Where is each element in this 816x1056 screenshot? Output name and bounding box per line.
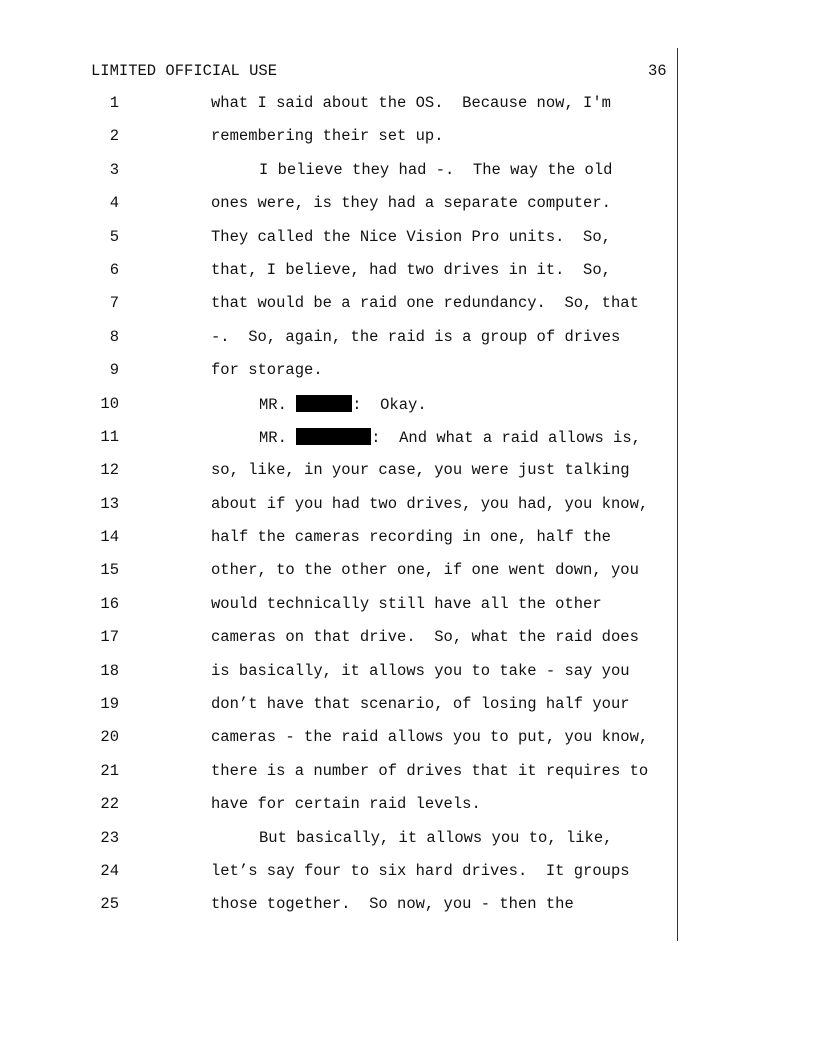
line-number: 14 [100,528,119,547]
line-text: cameras on that drive. So, what the raid does [211,628,639,647]
line-text: what I said about the OS. Because now, I'm [211,94,611,112]
line-text: -. So, again, the raid is a group of drives [211,327,621,346]
transcript-line [0,353,816,386]
transcript-line [0,887,816,920]
line-number: 12 [100,461,119,480]
line-number: 24 [100,861,119,880]
transcript-line [0,687,816,720]
line-text-indented [211,829,612,847]
speaker-line [211,395,427,414]
line-text: that would be a raid one redundancy. So, that [211,294,639,313]
line-text: don’t have that scenario, of losing half your [211,695,630,714]
line-text: is basically, it allows you to take - say you [211,661,630,680]
transcript-lines [0,86,816,921]
redaction-box [296,428,371,445]
transcript-line [0,821,816,854]
transcript-line [0,420,816,453]
line-number: 2 [109,127,119,146]
line-number: 22 [100,795,119,814]
transcript-line [0,520,816,553]
line-number: 16 [100,594,119,613]
line-number: 4 [109,194,119,213]
redaction-box [296,395,352,412]
line-number: 1 [109,94,119,112]
line-text: remembering their set up. [211,127,444,146]
line-text: for storage. [211,361,323,380]
line-number: 15 [100,561,119,580]
transcript-line [0,654,816,687]
line-number: 19 [100,695,119,714]
line-text: But basically, it allows you to, like, [259,828,613,847]
line-number: 9 [109,361,119,380]
line-number: 17 [100,628,119,647]
line-number: 18 [100,661,119,680]
transcript-line [0,220,816,253]
line-number: 10 [100,394,119,413]
line-text: about if you had two drives, you had, you know, [211,494,649,513]
line-number: 20 [100,728,119,747]
line-number: 23 [100,828,119,847]
transcript-line [0,186,816,219]
transcript-line [0,587,816,620]
transcript-line [0,754,816,787]
transcript-line [0,487,816,520]
line-number: 6 [109,260,119,279]
speaker-title: MR. [259,395,287,414]
transcript-line [0,854,816,887]
transcript-line [0,787,816,820]
transcript-line [0,620,816,653]
line-text: so, like, in your case, you were just talking [211,461,630,480]
page-number: 36 [648,62,667,80]
line-text: those together. So now, you - then the [211,895,574,914]
line-number: 25 [100,895,119,914]
transcript-line [0,720,816,753]
transcript-line [0,153,816,186]
line-number: 21 [100,761,119,780]
line-text: They called the Nice Vision Pro units. So, [211,227,611,246]
line-text: there is a number of drives that it requires to [211,761,649,780]
line-number: 5 [109,227,119,246]
line-number: 3 [109,160,119,179]
line-text: ones were, is they had a separate computer. [211,194,611,213]
transcript-line [0,286,816,319]
line-text: cameras - the raid allows you to put, you know, [211,728,649,747]
line-text: let’s say four to six hard drives. It groups [211,861,630,880]
line-text-indented [211,161,612,179]
line-number: 7 [109,294,119,313]
line-number: 11 [100,427,119,446]
line-number: 13 [100,494,119,513]
line-text: half the cameras recording in one, half the [211,528,611,547]
speaker-line [211,428,641,447]
transcript-line [0,320,816,353]
transcript-line [0,387,816,420]
speaker-title: MR. [259,428,287,447]
classification-header: LIMITED OFFICIAL USE [91,62,278,80]
line-text: : And what a raid allows is, [371,428,641,447]
transcript-line [0,553,816,586]
line-number: 8 [109,327,119,346]
line-text: I believe they had -. The way the old [259,160,613,179]
line-text: other, to the other one, if one went down, you [211,561,639,580]
line-text: would technically still have all the other [211,594,602,613]
line-text: that, I believe, had two drives in it. So, [211,260,611,279]
line-text: have for certain raid levels. [211,795,481,814]
line-text: : Okay. [352,395,427,414]
transcript-line [0,453,816,486]
transcript-line [0,119,816,152]
transcript-line [0,253,816,286]
transcript-line [0,86,816,119]
